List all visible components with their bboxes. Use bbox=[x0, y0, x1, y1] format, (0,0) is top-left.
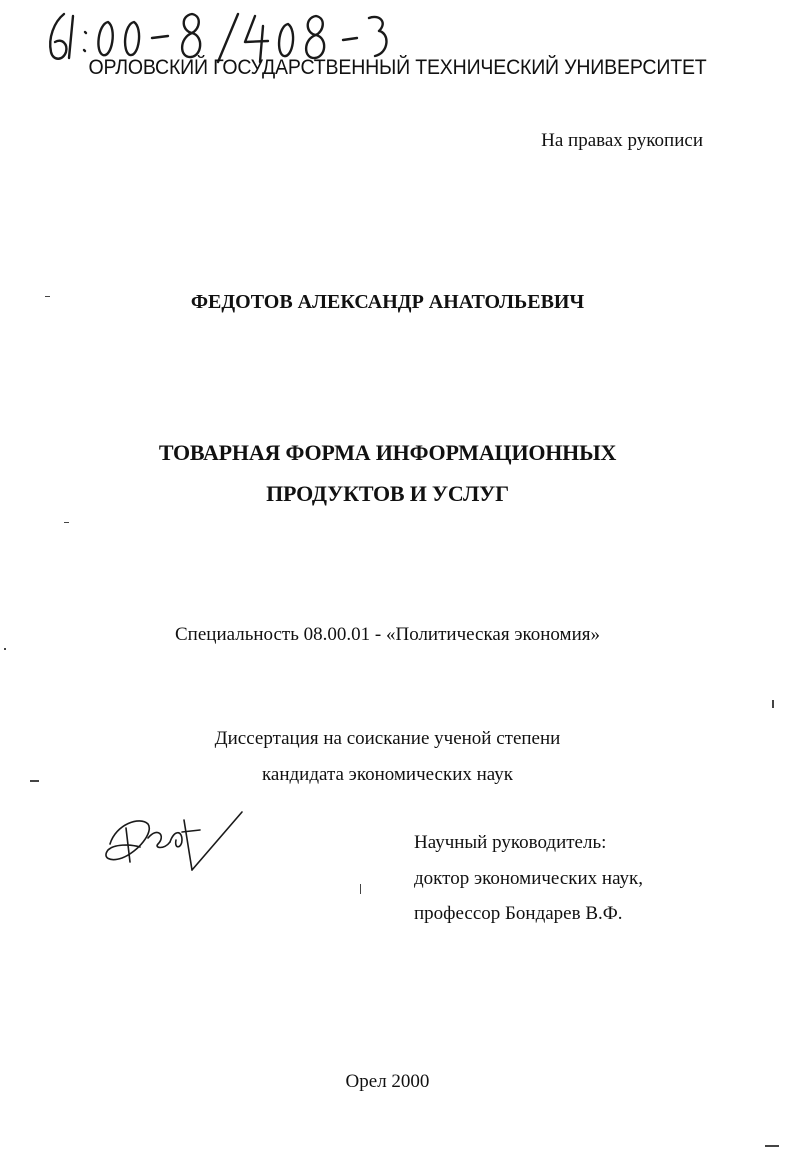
scan-speck bbox=[30, 780, 39, 782]
scan-speck bbox=[772, 700, 774, 708]
degree-line-2: кандидата экономических наук bbox=[261, 764, 514, 785]
scan-speck bbox=[765, 1145, 779, 1147]
scan-speck bbox=[360, 884, 361, 894]
scan-speck bbox=[4, 648, 6, 650]
dissertation-title-line-1: ТОВАРНАЯ ФОРМА ИНФОРМАЦИОННЫХ bbox=[158, 440, 617, 465]
university-name: ОРЛОВСКИЙ ГОСУДАРСТВЕННЫЙ ТЕХНИЧЕСКИЙ УНИВЕРСИТЕТ bbox=[88, 56, 707, 79]
specialty-line: Специальность 08.00.01 - «Политическая экономия» bbox=[175, 624, 600, 645]
degree-line-1: Диссертация на соискание ученой степени bbox=[214, 728, 561, 749]
scan-speck bbox=[45, 296, 50, 297]
supervisor-name: профессор Бондарев В.Ф. bbox=[414, 903, 623, 924]
author-name: ФЕДОТОВ АЛЕКСАНДР АНАТОЛЬЕВИЧ bbox=[190, 291, 585, 313]
handwritten-signature bbox=[96, 800, 256, 876]
supervisor-degree: доктор экономических наук, bbox=[414, 868, 644, 889]
manuscript-rights-note: На правах рукописи bbox=[541, 130, 703, 151]
supervisor-label: Научный руководитель: bbox=[414, 832, 607, 853]
city-and-year: Орел 2000 bbox=[345, 1071, 430, 1092]
dissertation-title-line-2: ПРОДУКТОВ И УСЛУГ bbox=[266, 481, 509, 506]
scan-speck bbox=[64, 522, 69, 523]
